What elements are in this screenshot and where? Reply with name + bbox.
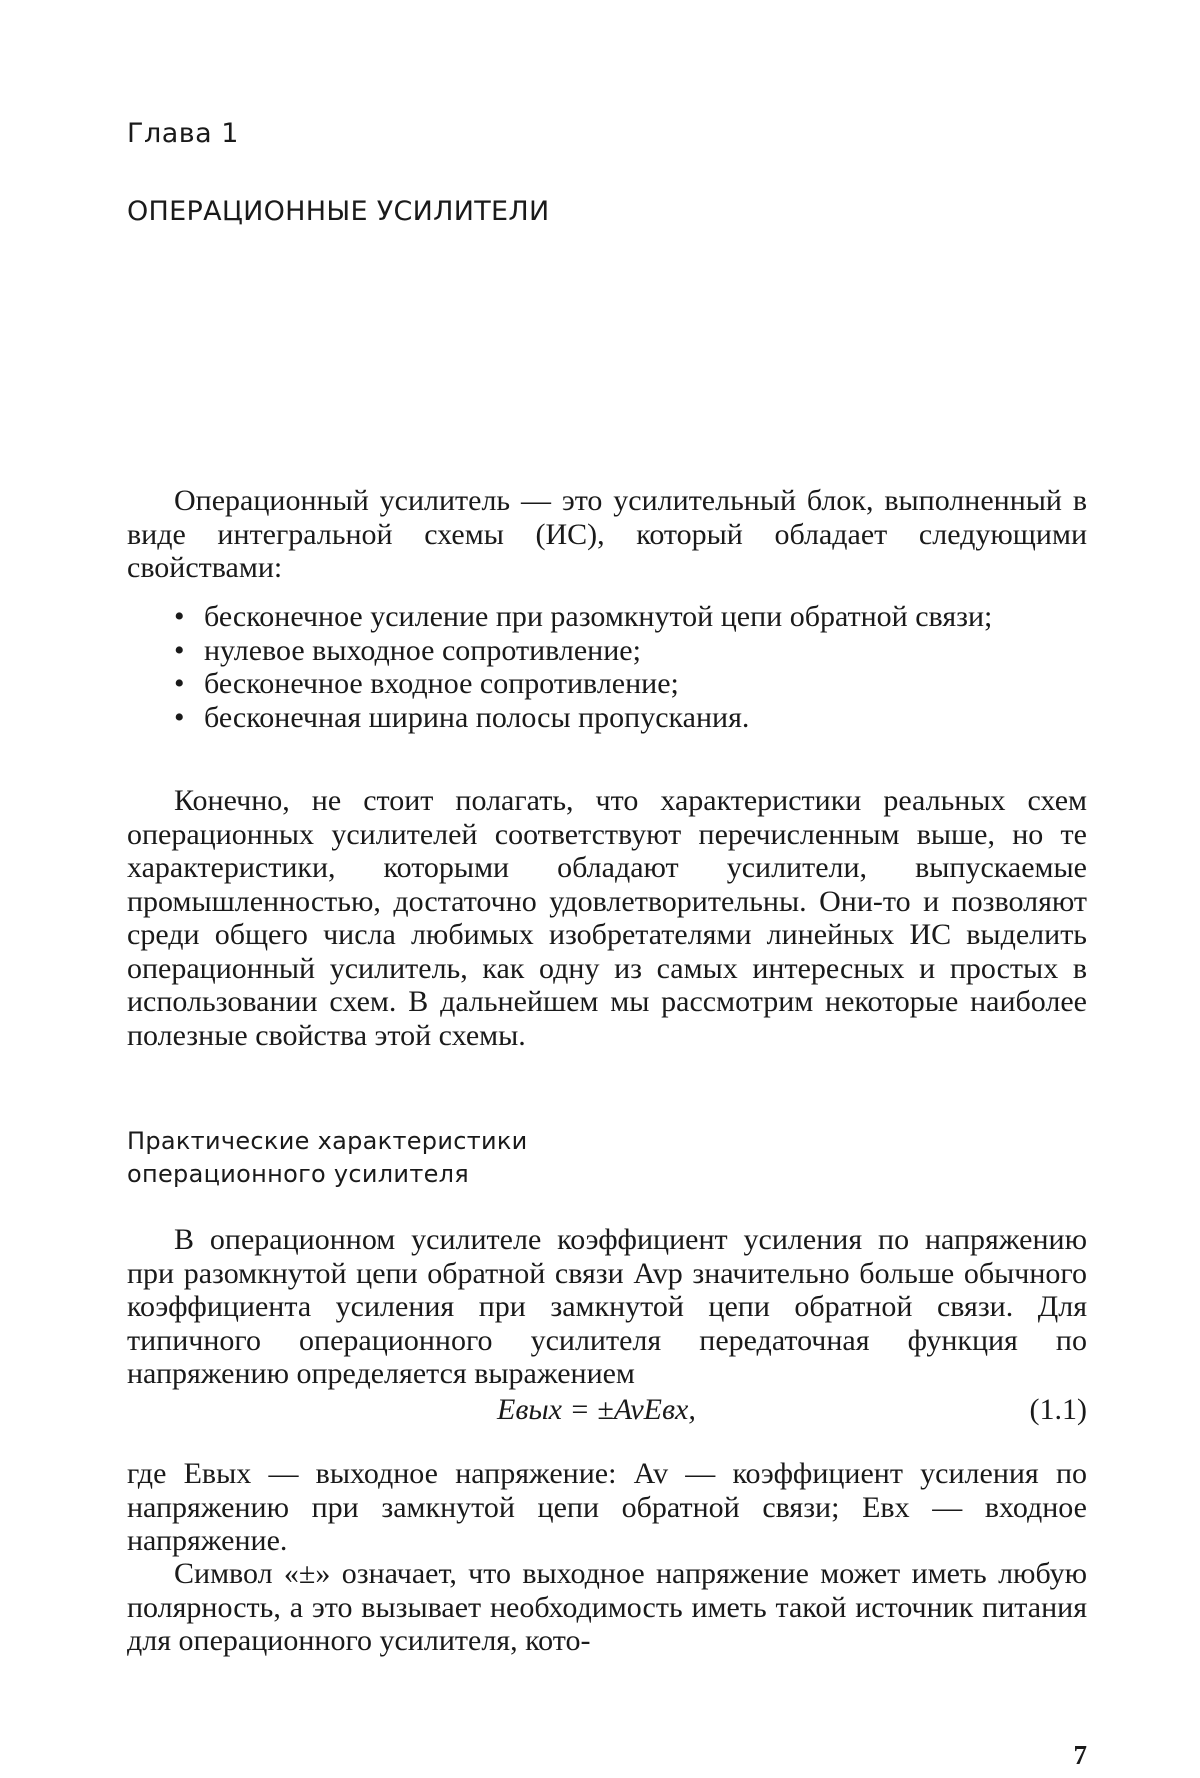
page-number: 7	[1073, 1740, 1087, 1770]
book-page	[127, 0, 1087, 1778]
chapter-title: ОПЕРАЦИОННЫЕ УСИЛИТЕЛИ	[127, 196, 550, 227]
paragraph-polarity: Символ «±» означает, что выходное напряжение может иметь любую полярность, а это вызывает необходимость иметь такой источник питания для операционного усилителя, кото-	[127, 1557, 1087, 1657]
intro-paragraph: Операционный усилитель — это усилительный блок, выполненный в виде интегральной схемы (ИС), который обладает следующими свойствами:	[127, 484, 1087, 584]
list-item	[174, 600, 1087, 634]
paragraph-real-characteristics: Конечно, не стоит полагать, что характеристики реальных схем операционных усилителей соответствуют перечисленным выше, но те характеристики, которыми обладают усилители, выпускаемые промышленностью, достаточно удовлетворительны. Они-то и позволяют среди общего числа любимых изобретателями линейных ИС выделить операционный усилитель, как одну из самых интересных и простых в использовании схем. В дальнейшем мы рассмотрим некоторые наиболее полезные свойства этой схемы.	[127, 784, 1087, 1052]
bullet-icon: •	[174, 633, 185, 667]
paragraph-gain: В операционном усилителе коэффициент усиления по напряжению при разомкнутой цепи обратной связи Avp значительно больше обычного коэффициента усиления при замкнутой цепи обратной связи. Для типичного операционного усилителя передаточная функция по напряжению определяется выражением	[127, 1223, 1087, 1390]
list-item-text: бесконечное усиление при разомкнутой цепи обратной связи;	[204, 600, 993, 633]
list-item	[174, 634, 1087, 668]
equation-formula: Eвых = ±AvEвх,	[497, 1393, 696, 1426]
chapter-label: Глава 1	[127, 118, 239, 149]
section-heading	[127, 1125, 528, 1191]
equation	[127, 1393, 1087, 1433]
equation-number: (1.1)	[1029, 1393, 1087, 1426]
list-item	[174, 701, 1087, 735]
list-item-text: бесконечное входное сопротивление;	[204, 667, 679, 700]
section-heading-line: операционного усилителя	[127, 1160, 470, 1188]
bullet-icon: •	[174, 600, 185, 633]
list-item-text: бесконечная ширина полосы пропускания.	[204, 700, 750, 734]
paragraph-definitions: где Eвых — выходное напряжение: Av — коэффициент усиления по напряжению при замкнутой цепи обратной связи; Eвх — входное напряжение.	[127, 1457, 1087, 1557]
section-heading-line: Практические характеристики	[127, 1127, 528, 1155]
list-item-text: нулевое выходное сопротивление;	[204, 633, 641, 667]
bullet-icon: •	[174, 667, 185, 700]
bullet-icon: •	[174, 700, 185, 734]
list-item	[174, 667, 1087, 701]
properties-list	[174, 600, 1087, 734]
